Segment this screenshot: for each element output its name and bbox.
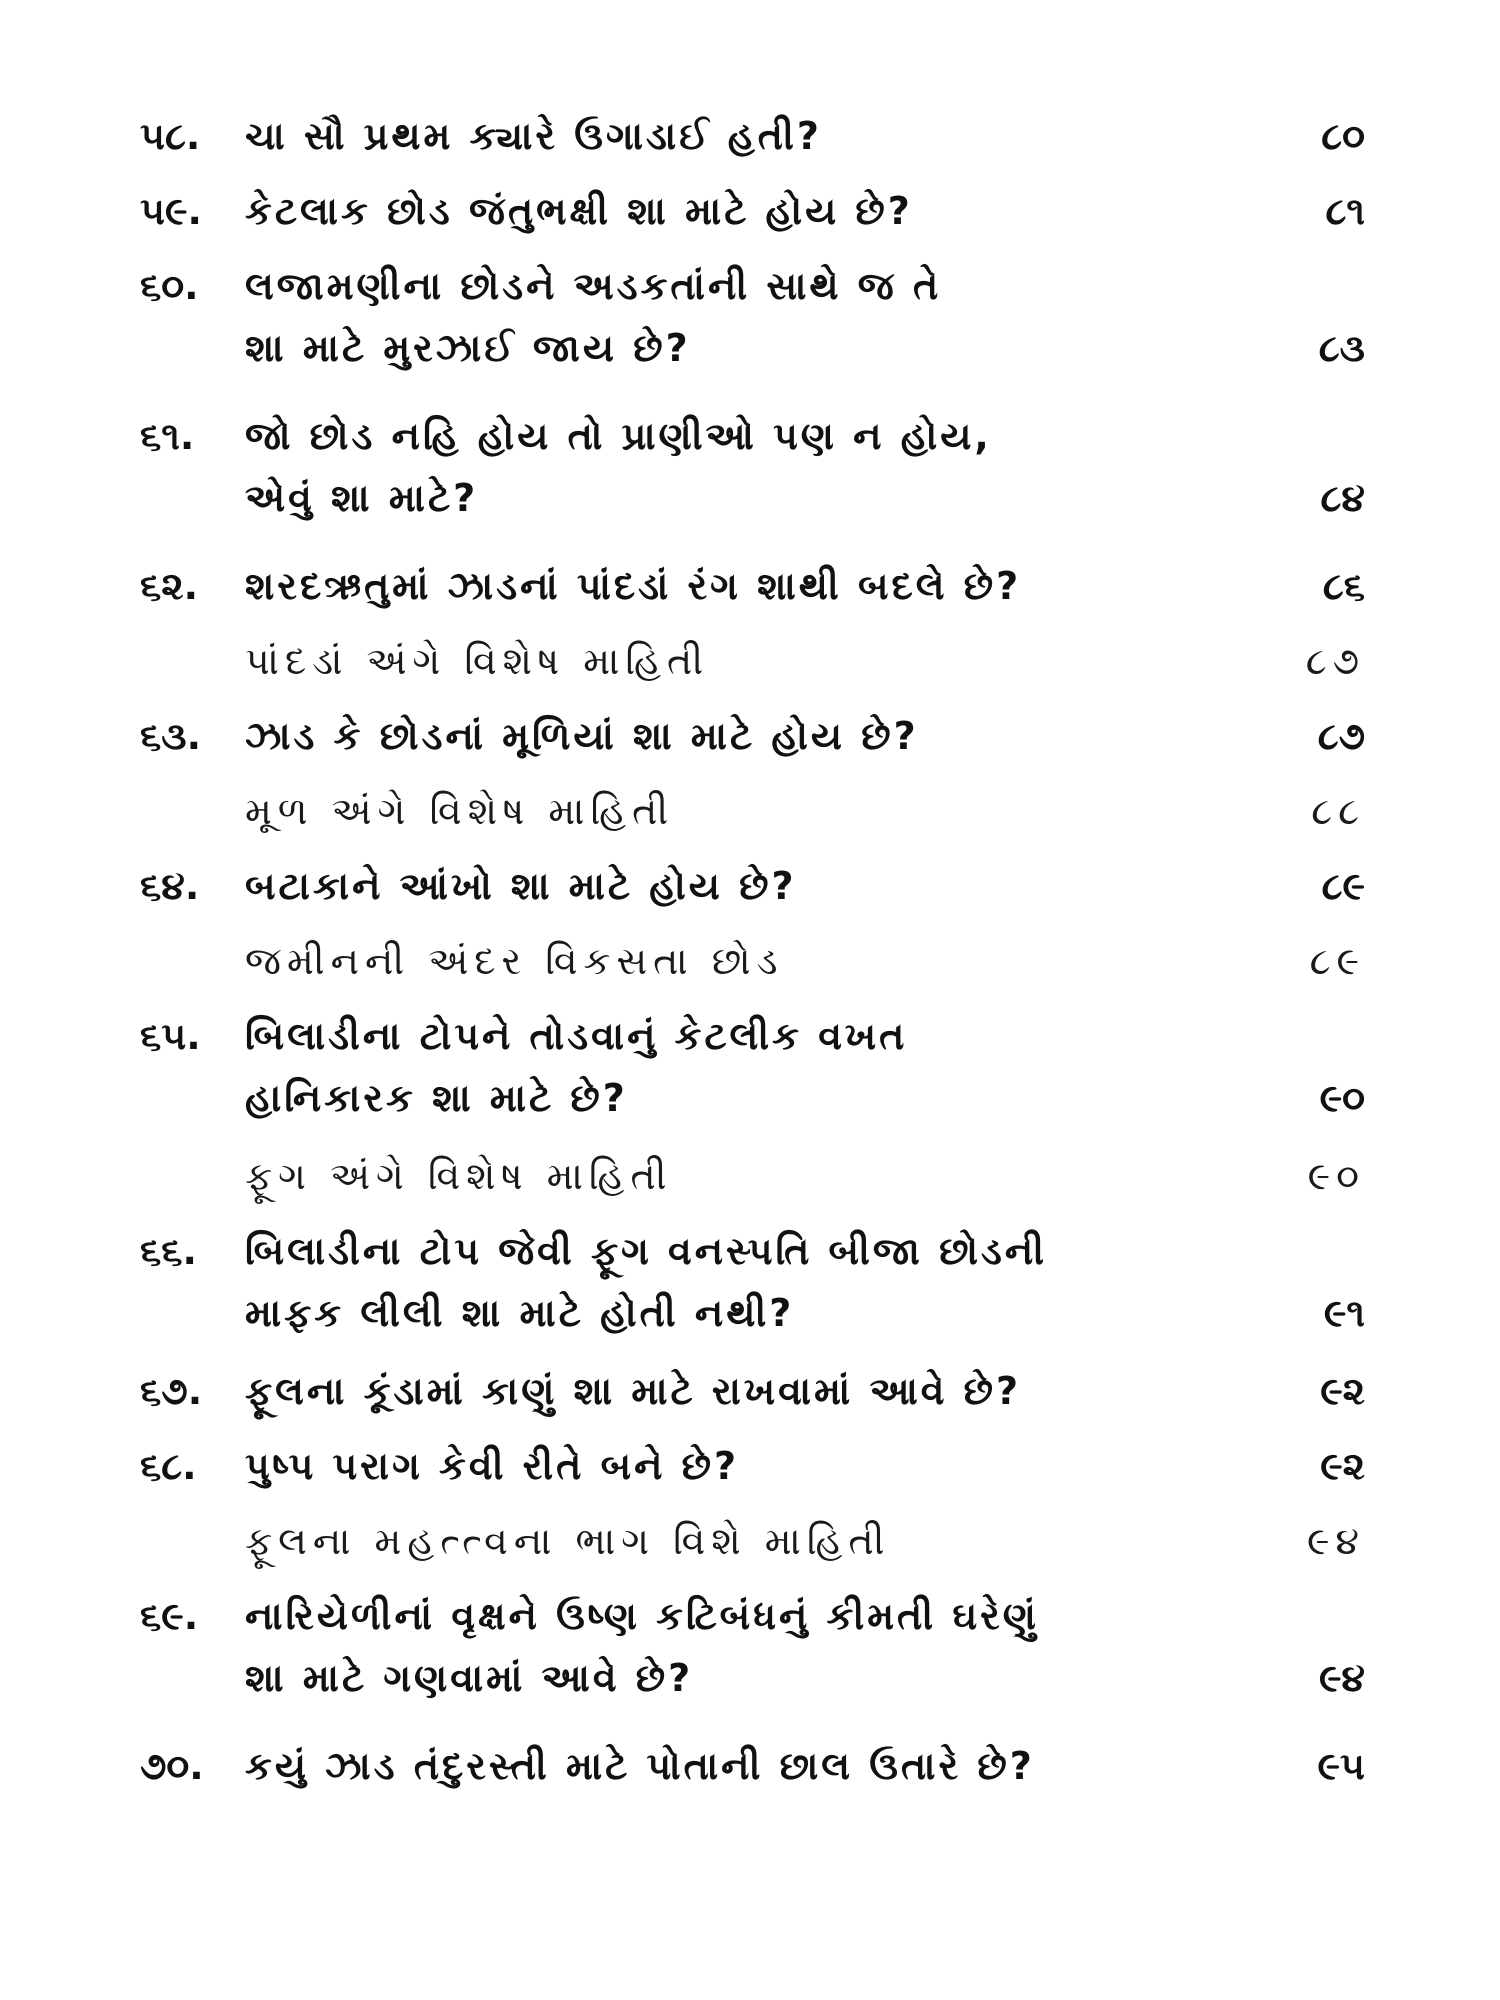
entry-title: પાંદડાં અંગે વિશેષ માહિતી — [245, 639, 710, 683]
page-number: ૮૦ — [1321, 114, 1365, 158]
entry-title: એવું શા માટે? — [245, 476, 479, 520]
toc-entry — [0, 855, 1500, 917]
entry-title: મૂળ અંગે વિશેષ માહિતી — [245, 789, 675, 833]
entry-title: કયું ઝાડ તંદુરસ્તી માટે પોતાની છાલ ઉતારે છે? — [245, 1744, 1035, 1788]
entry-title: લજામણીના છોડને અડકતાંની સાથે જ તે — [245, 264, 942, 308]
entry-title: ઝાડ કે છોડનાં મૂળિયાં શા માટે હોય છે? — [245, 714, 919, 758]
entry-title: પુષ્પ પરાગ કેવી રીતે બને છે? — [245, 1444, 740, 1488]
page-number: ૯૧ — [1323, 1291, 1365, 1335]
entry-number: ૬૪. — [140, 864, 200, 908]
toc-subentry — [0, 930, 1500, 992]
page-number: ૮૮ — [1311, 789, 1365, 833]
toc-entry-line — [0, 1067, 1500, 1129]
entry-title: ચા સૌ પ્રથમ ક્યારે ઉગાડાઈ હતી? — [245, 114, 822, 158]
toc-entry — [0, 1360, 1500, 1422]
toc-entry-line — [0, 255, 1500, 317]
toc-entry — [0, 1005, 1500, 1129]
entry-title: શા માટે મુરઝાઈ જાય છે? — [245, 326, 691, 370]
toc-entry-line — [0, 467, 1500, 529]
entry-title: બટાકાને આંખો શા માટે હોય છે? — [245, 864, 797, 908]
toc-entry-line — [0, 317, 1500, 379]
page-number: ૮૯ — [1309, 939, 1365, 983]
entry-title: બિલાડીના ટોપ જેવી ફૂગ વનસ્પતિ બીજા છોડની — [245, 1229, 1048, 1273]
toc-entry-line — [0, 780, 1500, 842]
toc-entry-line — [0, 555, 1500, 617]
toc-entry — [0, 180, 1500, 242]
toc-entry-line — [0, 405, 1500, 467]
toc-entry-line — [0, 855, 1500, 917]
toc-entry-line — [0, 105, 1500, 167]
toc-entry-line — [0, 1735, 1500, 1797]
entry-number: ૫૯. — [140, 189, 202, 233]
entry-number: ૭૦. — [140, 1744, 204, 1788]
toc-entry — [0, 705, 1500, 767]
toc-entry — [0, 1435, 1500, 1497]
entry-number: ૬૨. — [140, 564, 199, 608]
toc-entry — [0, 1220, 1500, 1344]
toc-entry-line — [0, 1005, 1500, 1067]
toc-entry-line — [0, 705, 1500, 767]
page-number: ૯૦ — [1307, 1154, 1365, 1198]
page-number: ૮૬ — [1322, 564, 1365, 608]
page-number: ૮૪ — [1320, 476, 1365, 520]
entry-title: કેટલાક છોડ જંતુભક્ષી શા માટે હોય છે? — [245, 189, 913, 233]
toc-entry-line — [0, 1145, 1500, 1207]
entry-title: નારિયેળીનાં વૃક્ષને ઉષ્ણ કટિબંધનું કીમતી ઘરેણું — [245, 1594, 1039, 1638]
entry-title: જો છોડ નહિ હોય તો પ્રાણીઓ પણ ન હોય, — [245, 414, 992, 458]
page-number: ૮૧ — [1325, 189, 1365, 233]
entry-number: ૬૧. — [140, 414, 195, 458]
toc-entry-line — [0, 1585, 1500, 1647]
toc-entry — [0, 405, 1500, 529]
toc-entry-line — [0, 630, 1500, 692]
page-number: ૯૪ — [1306, 1519, 1365, 1563]
entry-number: ૬૩. — [140, 714, 202, 758]
entry-title: બિલાડીના ટોપને તોડવાનું કેટલીક વખત — [245, 1014, 908, 1058]
entry-number: ૬૭. — [140, 1369, 203, 1413]
entry-title: જમીનની અંદર વિકસતા છોડ — [245, 939, 784, 983]
toc-entry-line — [0, 1510, 1500, 1572]
page-number: ૯૫ — [1317, 1744, 1365, 1788]
toc-entry — [0, 555, 1500, 617]
entry-number: ૬૦. — [140, 264, 199, 308]
toc-entry-line — [0, 1647, 1500, 1709]
page-number: ૮૯ — [1321, 864, 1365, 908]
page-number: ૯૨ — [1320, 1444, 1365, 1488]
entry-title: હાનિકારક શા માટે છે? — [245, 1076, 628, 1120]
toc-entry — [0, 255, 1500, 379]
toc-entry — [0, 1585, 1500, 1709]
toc-entry-line — [0, 180, 1500, 242]
page-number: ૮૭ — [1305, 639, 1365, 683]
toc-entry-line — [0, 1435, 1500, 1497]
toc-entry — [0, 105, 1500, 167]
page-number: ૯૨ — [1320, 1369, 1365, 1413]
page-number: ૮૩ — [1318, 326, 1365, 370]
toc-subentry — [0, 1145, 1500, 1207]
page-number: ૯૦ — [1319, 1076, 1365, 1120]
toc-subentry — [0, 1510, 1500, 1572]
page-number: ૯૪ — [1318, 1656, 1365, 1700]
entry-number: ૬૫. — [140, 1014, 201, 1058]
entry-number: ૬૬. — [140, 1229, 197, 1273]
entry-number: ૬૮. — [140, 1444, 197, 1488]
page-number: ૮૭ — [1317, 714, 1365, 758]
entry-number: ૫૮. — [140, 114, 201, 158]
toc-entry-line — [0, 930, 1500, 992]
entry-title: ફૂલના મહત્ત્વના ભાગ વિશે માહિતી — [245, 1519, 891, 1563]
entry-title: શરદઋતુમાં ઝાડનાં પાંદડાં રંગ શાથી બદલે છે? — [245, 564, 1022, 608]
entry-number: ૬૯. — [140, 1594, 199, 1638]
toc-subentry — [0, 630, 1500, 692]
toc-entry — [0, 1735, 1500, 1797]
entry-title: માફક લીલી શા માટે હોતી નથી? — [245, 1291, 795, 1335]
entry-title: ફૂગ અંગે વિશેષ માહિતી — [245, 1154, 673, 1198]
toc-entry-line — [0, 1220, 1500, 1282]
toc-entry-line — [0, 1282, 1500, 1344]
toc-subentry — [0, 780, 1500, 842]
entry-title: શા માટે ગણવામાં આવે છે? — [245, 1656, 694, 1700]
toc-entry-line — [0, 1360, 1500, 1422]
entry-title: ફૂલના કૂંડામાં કાણું શા માટે રાખવામાં આવે છે? — [245, 1369, 1022, 1413]
